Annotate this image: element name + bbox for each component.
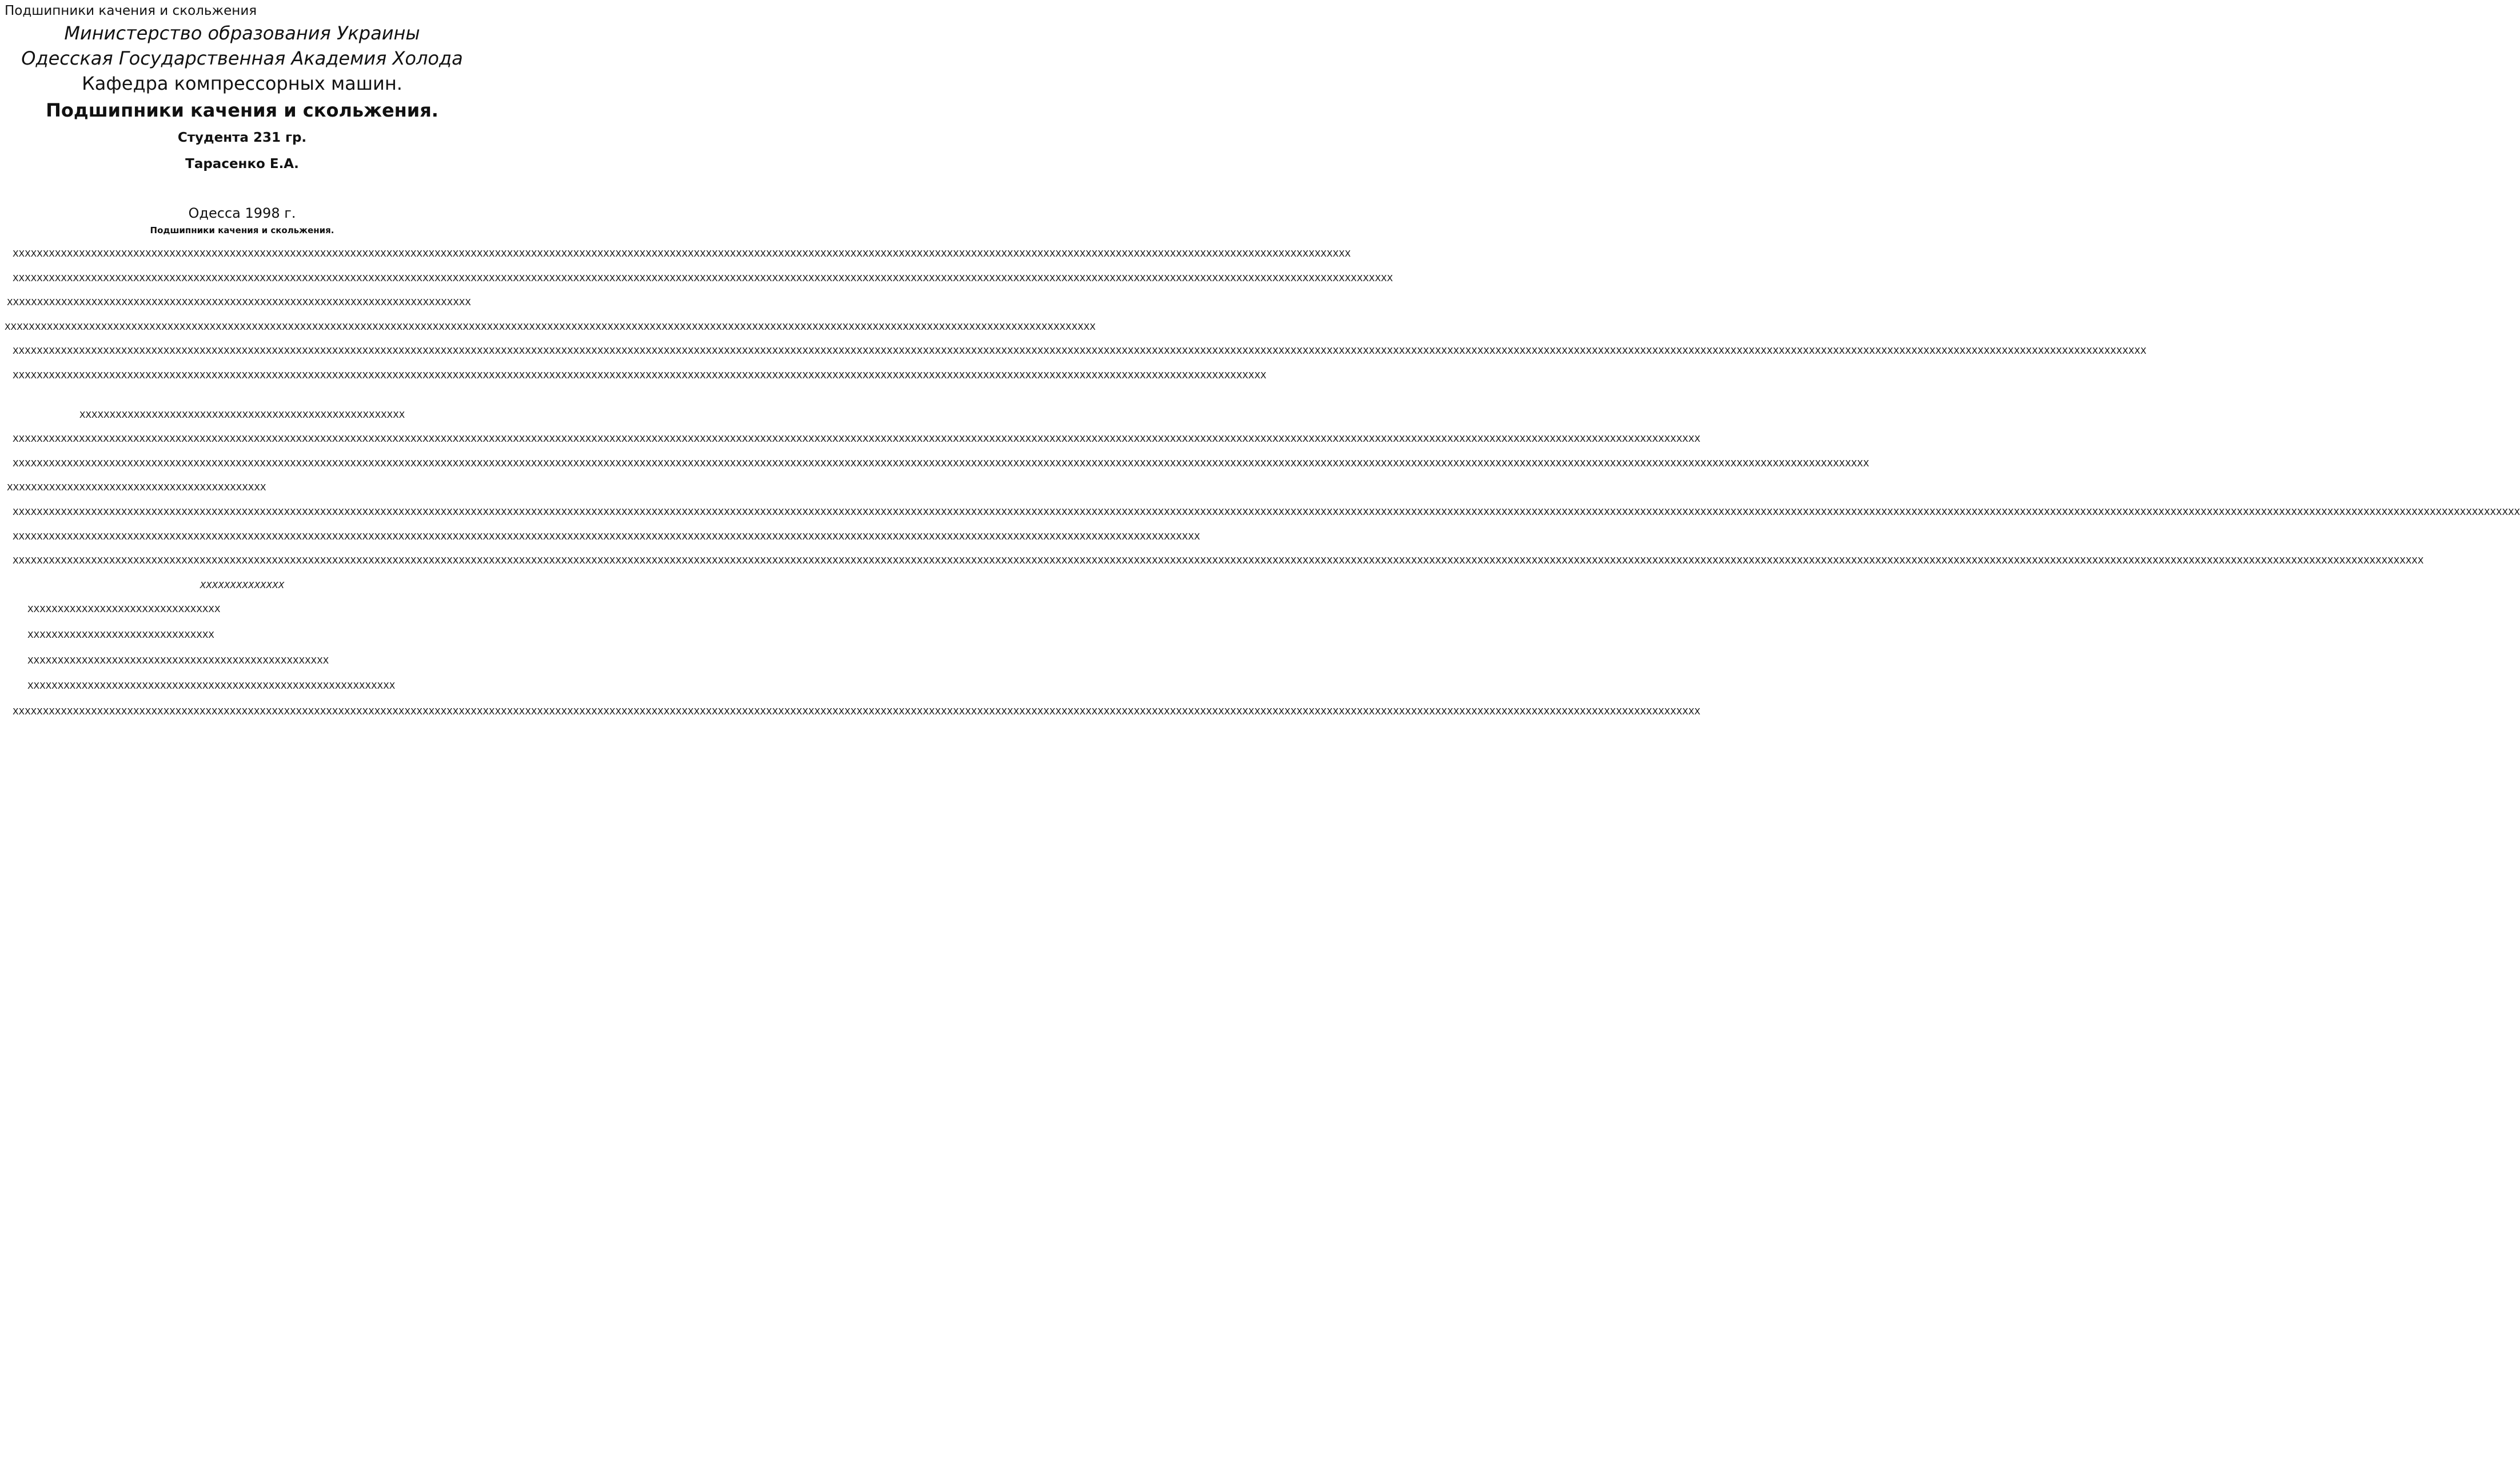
paragraph: XXXXXXXXXXXXXXXXXXXXXXXXXXXXXXXXXXXXXXXXXXXXXXXXXXXXXXXXXXXXXXXXXXXXXXXXXXXXXXXXXXXXXXXXXXXXXXXXXXXXXXXXXXXXXXXXXXXXXXXXXXXXXXXXXXXXXXXXXXXXXXXXXXXXXXXXXXXXXXXXXXXXXXXXXXXXXXXXXXXXXXXXXXXXXXXXXXXXXXXXXXXXXXXXXXXXXXXXXXXXXXXXXXXXXXXXXXXXXXXXXXXXXXXXXXXXXXXXXXXXXXXXXXXXXXXXXXXXXXXXXXXXXXXXXXXXXXXXXXXXXXXXXXXXXXXXXXXXXXXXXXXXXXXXXXXXXXXXXXXXXXXXXXXXXXXXXXXXXXXXXXXXXXXXXXXXXXXXXXXXXXXXXXXXXXXXXXXXXXXXXXXXXXXXXXXXXXXX [13, 506, 2520, 517]
paragraph: XXXXXXXXXXXXXXXXXXXXXXXXXXXXXXXXXXXXXXXXXXXXXXXXXXXXXXXXXXXXXXXXXXXXXXXXXXXXXXXXXXXXXXXXXXXXXXXXXXXXXXXXXXXXXXXXXXXXXXXXXXXXXXXXXXXXXXXXXXXXXXXXXXXXXXXXXXXXXXXXXXXXXXXXXXXXXXXXXXXXXXXXXXXXXXXXXXXXXXXXXXXXXXXXXXXXXXXXXXXXXXXXXXXXXXXXXXXXXXXXXXXXXXXXXXXXXXXXXXXXXXXXXXXXXXXXXXXXXXXX [13, 434, 1701, 445]
figure-caption: XXXXXXXXXXXXXXXXXXXXXXXXXXXXXXXXXXXXXXXXXXXXXXXXXXXXXX [79, 409, 405, 420]
definition-line: XXXXXXXXXXXXXXXXXXXXXXXXXXXXXXXX [27, 604, 221, 615]
student-line: Студента 231 гр. [177, 130, 307, 145]
figure-caption: XXXXXXXXXXXXXXXXXXXXXXXXXXXXXXXXXXXXXXXXXXX [7, 482, 266, 493]
paragraph: XXXXXXXXXXXXXXXXXXXXXXXXXXXXXXXXXXXXXXXXXXXXXXXXXXXXXXXXXXXXXXXXXXXXXXXXXXXXXXXXXXXXXXXXXXXXXXXXXXXXXXXXXXXXXXXXXXXXXXXXXXXXXXXXXXXXXXXXXXXXXXXXXXXXXXXXXXXXXXXXXXXXXXXXXXXXXXXXXXXXX [5, 321, 1096, 332]
figure-caption: XXXXXXXXXXXXXXXXXXXXXXXXXXXXXXXXXXXXXXXXXXXXXXXXXXXXXXXXXXXXXXXXXXXXXXXXXXXXX [7, 297, 471, 308]
city-year: Одесса 1998 г. [188, 205, 296, 221]
subject-title: Подшипники качения и скольжения. [46, 99, 438, 121]
title-block [5, 21, 480, 177]
document-body [5, 246, 2520, 720]
formula: XXXXXXXXXXXXXX [200, 580, 285, 590]
ministry-line: Министерство образования Украины [64, 22, 420, 44]
definition-line: XXXXXXXXXXXXXXXXXXXXXXXXXXXXXXX [27, 629, 214, 640]
document-tab-title: Подшипники качения и скольжения [5, 3, 257, 18]
paragraph: XXXXXXXXXXXXXXXXXXXXXXXXXXXXXXXXXXXXXXXXXXXXXXXXXXXXXXXXXXXXXXXXXXXXXXXXXXXXXXXXXXXXXXXXXXXXXXXXXXXXXXXXXXXXXXXXXXXXXXXXXXXXXXXXXXXXXXXXXXXXXXXXXXXXXXXXXXXXXXXXXXXXXXXXXXXXXXXXXXXXXXXXXXXXXXXXXXXXXXXXXXXXXXXXXXXXXXXXXXXXXXXXXXXXX [13, 273, 1393, 283]
department-line: Кафедра компрессорных машин. [82, 73, 402, 94]
paragraph: XXXXXXXXXXXXXXXXXXXXXXXXXXXXXXXXXXXXXXXXXXXXXXXXXXXXXXXXXXXXXXXXXXXXXXXXXXXXXXXXXXXXXXXXXXXXXXXXXXXXXXXXXXXXXXXXXXXXXXXXXXXXXXXXXXXXXXXXXXXXXXXXXXXXXXXXXXXXXXXXXXXXXXXXXXXXXXXXXXXXXXXXXXXXXXXXXXXXXXXXXXXXXXXX [13, 370, 1267, 381]
paragraph: XXXXXXXXXXXXXXXXXXXXXXXXXXXXXXXXXXXXXXXXXXXXXXXXXXXXXXXXXXXXXXXXXXXXXXXXXXXXXXXXXXXXXXXXXXXXXXXXXXXXXXXXXXXXXXXXXXXXXXXXXXXXXXXXXXXXXXXXXXXXXXXXXXXXXXXXXXXXXXXXXXXXXXXXXXXXXXXXXXXXXXXXXXXXXXXXXXXXXXXXXXXXXXXXXXXXXXXXXXXXXX [13, 249, 1351, 259]
paragraph: XXXXXXXXXXXXXXXXXXXXXXXXXXXXXXXXXXXXXXXXXXXXXXXXXXXXXXXXXXXXXXXXXXXXXXXXXXXXXXXXXXXXXXXXXXXXXXXXXXXXXXXXXXXXXXXXXXXXXXXXXXXXXXXXXXXXXXXXXXXXXXXXXXXXXXXXXXXXXXXXXXXXXXXXXXXXXXXXXXXXXXXXXXXXXXXXXXXXXXXXXXXXXXXXXXXXXXXXXXXXXXXXXXXXXXXXXXXXXXXXXXXXXXXXXXXXXXXXXXXXXXXXXXXXXXXXXXXXXXXXXXXXXXXXXXXXXXXXXXXXXXXXXXXX [13, 458, 1869, 469]
paragraph: XXXXXXXXXXXXXXXXXXXXXXXXXXXXXXXXXXXXXXXXXXXXXXXXXXXXXXXXXXXXXXXXXXXXXXXXXXXXXXXXXXXXXXXXXXXXXXXXXXXXXXXXXXXXXXXXXXXXXXXXXXXXXXXXXXXXXXXXXXXXXXXXXXXXXXXXXXXXXXXXXXXXXXXXXXXXXXXXXXXXXXXXXXXXXXXXXXXXX [13, 531, 1201, 542]
academy-line: Одесская Государственная Академия Холода [21, 47, 463, 69]
paragraph: XXXXXXXXXXXXXXXXXXXXXXXXXXXXXXXXXXXXXXXXXXXXXXXXXXXXXXXXXXXXXXXXXXXXXXXXXXXXXXXXXXXXXXXXXXXXXXXXXXXXXXXXXXXXXXXXXXXXXXXXXXXXXXXXXXXXXXXXXXXXXXXXXXXXXXXXXXXXXXXXXXXXXXXXXXXXXXXXXXXXXXXXXXXXXXXXXXXXXXXXXXXXXXXXXXXXXXXXXXXXXXXXXXXXXXXXXXXXXXXXXXXXXXXXXXXXXXXXXXXXXXXXXXXXXXXXXXXXXXXXXXXXXXXXXXXXXXXXXXXXXXXXXXXXXXXXXXXXXXXXXXXXXXXXXXXXXXXXXXXXXXXXXXXXXXXXXXXXXXXXXXXXXXXXXXXXXXXXXXXXXXXXXXXXXXXXXXXXXXXX [13, 556, 2424, 566]
definition-line: XXXXXXXXXXXXXXXXXXXXXXXXXXXXXXXXXXXXXXXXXXXXXXXXXX [27, 655, 329, 666]
definition-line: XXXXXXXXXXXXXXXXXXXXXXXXXXXXXXXXXXXXXXXXXXXXXXXXXXXXXXXXXXXXX [27, 681, 396, 692]
paragraph: XXXXXXXXXXXXXXXXXXXXXXXXXXXXXXXXXXXXXXXXXXXXXXXXXXXXXXXXXXXXXXXXXXXXXXXXXXXXXXXXXXXXXXXXXXXXXXXXXXXXXXXXXXXXXXXXXXXXXXXXXXXXXXXXXXXXXXXXXXXXXXXXXXXXXXXXXXXXXXXXXXXXXXXXXXXXXXXXXXXXXXXXXXXXXXXXXXXXXXXXXXXXXXXXXXXXXXXXXXXXXXXXXXXXXXXXXXXXXXXXXXXXXXXXXXXXXXXXXXXXXXXXXXXXXXXXXXXXXXXXXXXXXXXXXXXXXXXXXXXXXXXXXXXXXXXXXXXXXXXXXXXXXXXXXXXXXXXXXXXXXXXXXXXXXXXXXX [13, 346, 2147, 357]
paragraph: XXXXXXXXXXXXXXXXXXXXXXXXXXXXXXXXXXXXXXXXXXXXXXXXXXXXXXXXXXXXXXXXXXXXXXXXXXXXXXXXXXXXXXXXXXXXXXXXXXXXXXXXXXXXXXXXXXXXXXXXXXXXXXXXXXXXXXXXXXXXXXXXXXXXXXXXXXXXXXXXXXXXXXXXXXXXXXXXXXXXXXXXXXXXXXXXXXXXXXXXXXXXXXXXXXXXXXXXXXXXXXXXXXXXXXXXXXXXXXXXXXXXXXXXXXXXXXXXXXXXXXXXXXXXXXXXXXXXXXXX [13, 706, 1701, 717]
section-heading: Подшипники качения и скольжения. [150, 225, 334, 235]
author-line: Тарасенко Е.А. [185, 157, 299, 171]
